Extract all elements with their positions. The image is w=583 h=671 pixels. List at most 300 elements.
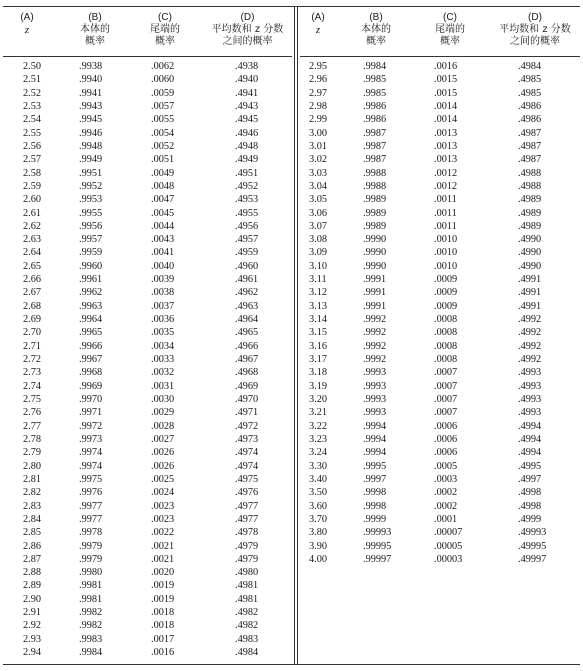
- cell-z: 2.87: [23, 553, 42, 565]
- cell-tail: .0043: [151, 234, 175, 246]
- cell-mean-to-z: .4938: [235, 61, 259, 72]
- table-row: [3, 500, 292, 513]
- cell-tail: .0051: [151, 154, 175, 166]
- cell-tail: .0002: [434, 500, 458, 512]
- cell-z: 3.24: [309, 447, 328, 459]
- cell-mean-to-z: .4994: [518, 420, 542, 432]
- table-row: [300, 433, 580, 446]
- cell-z: 3.16: [309, 340, 328, 352]
- cell-body: .9974: [79, 447, 103, 459]
- cell-tail: .0048: [151, 180, 175, 192]
- cell-mean-to-z: .4957: [235, 234, 259, 246]
- cell-body: .9993: [363, 394, 387, 405]
- cell-body: .9963: [79, 300, 103, 312]
- cell-z: 2.75: [23, 394, 42, 405]
- cell-body: .9997: [363, 473, 387, 485]
- header-col-d: (D) 平均数和 z 分数 之间的概率: [499, 12, 571, 47]
- cell-z: 2.93: [23, 633, 42, 645]
- cell-body: .9977: [79, 513, 103, 525]
- cell-z: 3.12: [309, 287, 328, 299]
- cell-tail: .0005: [434, 460, 458, 472]
- cell-mean-to-z: .4985: [518, 87, 542, 99]
- cell-tail: .0010: [434, 247, 458, 259]
- cell-mean-to-z: .4987: [518, 140, 542, 152]
- table-row: [3, 340, 292, 353]
- cell-mean-to-z: .4969: [235, 380, 259, 392]
- table-row: [3, 286, 292, 299]
- cell-z: 2.64: [23, 247, 42, 259]
- cell-z: 3.13: [309, 300, 328, 312]
- cell-mean-to-z: .4989: [518, 207, 542, 219]
- cell-tail: .0012: [434, 180, 458, 192]
- cell-mean-to-z: .4990: [518, 260, 542, 272]
- table-row: [3, 420, 292, 433]
- cell-z: 3.06: [309, 207, 328, 219]
- cell-tail: .0057: [151, 100, 175, 112]
- table-row: [3, 353, 292, 366]
- table-row: [300, 127, 580, 140]
- table-row: [3, 140, 292, 153]
- table-row: [300, 313, 580, 326]
- table-row: [300, 113, 580, 126]
- cell-body: .9988: [363, 167, 387, 179]
- cell-tail: .0008: [434, 327, 458, 339]
- cell-z: 2.90: [23, 593, 42, 605]
- cell-tail: .0023: [151, 513, 175, 525]
- cell-z: 2.92: [23, 620, 42, 632]
- cell-body: .99993: [363, 527, 392, 539]
- cell-tail: .0025: [151, 473, 175, 485]
- cell-mean-to-z: .4966: [235, 340, 259, 352]
- cell-body: .9982: [79, 607, 103, 619]
- cell-z: 3.14: [309, 314, 328, 326]
- cell-tail: .0015: [434, 74, 458, 86]
- cell-z: 2.94: [23, 647, 42, 659]
- table-row: [3, 153, 292, 166]
- cell-body: .9971: [79, 407, 103, 419]
- cell-body: .99995: [363, 540, 392, 552]
- cell-mean-to-z: .4971: [235, 407, 259, 419]
- table-row: [3, 220, 292, 233]
- cell-z: 3.15: [309, 327, 328, 339]
- cell-body: .9977: [79, 500, 103, 512]
- cell-mean-to-z: .4992: [518, 340, 542, 352]
- cell-body: .9998: [363, 487, 387, 499]
- table-row: [3, 246, 292, 259]
- cell-tail: .0047: [151, 194, 175, 206]
- cell-body: .9938: [79, 61, 103, 72]
- table-row: [300, 406, 580, 419]
- cell-tail: .0023: [151, 500, 175, 512]
- cell-body: .9987: [363, 127, 387, 139]
- cell-body: .9943: [79, 100, 103, 112]
- cell-z: 2.98: [309, 100, 328, 112]
- cell-tail: .0011: [434, 207, 457, 219]
- cell-body: .9990: [363, 247, 387, 259]
- cell-tail: .0013: [434, 127, 458, 139]
- table-row: [3, 619, 292, 632]
- cell-mean-to-z: .4987: [518, 154, 542, 166]
- header-col-b: (B) 本体的 概率: [361, 12, 391, 47]
- cell-body: .9967: [79, 354, 103, 366]
- cell-body: .9974: [79, 460, 103, 472]
- cell-mean-to-z: .4988: [518, 167, 542, 179]
- cell-z: 4.00: [309, 553, 328, 565]
- cell-mean-to-z: .4943: [235, 100, 259, 112]
- left-panel: [3, 6, 292, 664]
- cell-tail: .0060: [151, 74, 175, 86]
- cell-body: .9969: [79, 380, 103, 392]
- cell-mean-to-z: .4991: [518, 300, 542, 312]
- cell-z: 3.23: [309, 433, 328, 445]
- cell-z: 3.22: [309, 420, 328, 432]
- cell-body: .9972: [79, 420, 103, 432]
- cell-z: 3.21: [309, 407, 328, 419]
- cell-body: .9983: [79, 633, 103, 645]
- table-row: [3, 513, 292, 526]
- cell-body: .9981: [79, 593, 103, 605]
- cell-z: 2.53: [23, 100, 42, 112]
- table-row: [300, 486, 580, 499]
- cell-mean-to-z: .4989: [518, 194, 542, 206]
- cell-body: .9946: [79, 127, 103, 139]
- cell-z: 2.59: [23, 180, 42, 192]
- table-row: [300, 87, 580, 100]
- cell-tail: .0027: [151, 433, 175, 445]
- cell-tail: .0003: [434, 473, 458, 485]
- cell-body: .9995: [363, 460, 387, 472]
- cell-tail: .0045: [151, 207, 175, 219]
- cell-mean-to-z: .4961: [235, 274, 259, 286]
- cell-z: 2.52: [23, 87, 42, 99]
- cell-z: 2.67: [23, 287, 42, 299]
- cell-mean-to-z: .4940: [235, 74, 259, 86]
- table-row: [3, 300, 292, 313]
- cell-tail: .0024: [151, 487, 175, 499]
- table-row: [300, 220, 580, 233]
- table-row: [3, 127, 292, 140]
- panel-divider: [294, 6, 298, 664]
- table-row: [300, 300, 580, 313]
- table-row: [300, 286, 580, 299]
- cell-mean-to-z: .4994: [518, 447, 542, 459]
- cell-z: 3.08: [309, 234, 328, 246]
- cell-body: .9993: [363, 380, 387, 392]
- cell-body: .9975: [79, 473, 103, 485]
- cell-mean-to-z: .4978: [235, 527, 259, 539]
- table-row: [3, 473, 292, 486]
- cell-tail: .0062: [151, 61, 175, 72]
- cell-mean-to-z: .4963: [235, 300, 259, 312]
- cell-z: 3.90: [309, 540, 328, 552]
- table-row: [3, 646, 292, 659]
- cell-body: .9992: [363, 327, 387, 339]
- cell-tail: .0041: [151, 247, 175, 259]
- table-row: [300, 553, 580, 566]
- cell-z: 3.03: [309, 167, 328, 179]
- cell-mean-to-z: .4986: [518, 114, 542, 126]
- cell-mean-to-z: .4979: [235, 553, 259, 565]
- cell-mean-to-z: .4999: [518, 513, 542, 525]
- cell-mean-to-z: .4993: [518, 407, 542, 419]
- cell-tail: .0018: [151, 620, 175, 632]
- cell-tail: .0059: [151, 87, 175, 99]
- cell-mean-to-z: .4952: [235, 180, 259, 192]
- cell-mean-to-z: .4970: [235, 394, 259, 405]
- table-row: [3, 273, 292, 286]
- cell-mean-to-z: .4965: [235, 327, 259, 339]
- table-row: [300, 473, 580, 486]
- table-row: [3, 100, 292, 113]
- table-row: [300, 446, 580, 459]
- cell-z: 3.00: [309, 127, 328, 139]
- cell-tail: .0006: [434, 420, 458, 432]
- table-row: [300, 366, 580, 379]
- cell-z: 2.97: [309, 87, 328, 99]
- cell-z: 2.54: [23, 114, 42, 126]
- cell-mean-to-z: .49993: [518, 527, 547, 539]
- table-row: [300, 180, 580, 193]
- cell-mean-to-z: .4990: [518, 247, 542, 259]
- cell-mean-to-z: .4974: [235, 447, 259, 459]
- cell-tail: .0010: [434, 260, 458, 272]
- table-row: [300, 540, 580, 553]
- header-col-a: (A) z: [20, 12, 34, 36]
- cell-tail: .0031: [151, 380, 175, 392]
- cell-tail: .0013: [434, 154, 458, 166]
- table-bottom-rule: [3, 664, 580, 665]
- cell-mean-to-z: .4951: [235, 167, 259, 179]
- cell-tail: .0008: [434, 340, 458, 352]
- cell-body: .9979: [79, 553, 103, 565]
- cell-z: 2.62: [23, 220, 42, 232]
- cell-z: 3.18: [309, 367, 328, 379]
- cell-tail: .0029: [151, 407, 175, 419]
- cell-body: .9999: [363, 513, 387, 525]
- cell-body: .9998: [363, 500, 387, 512]
- table-row: [300, 246, 580, 259]
- cell-tail: .0007: [434, 380, 458, 392]
- cell-z: 3.19: [309, 380, 328, 392]
- cell-mean-to-z: .4976: [235, 487, 259, 499]
- cell-body: .9959: [79, 247, 103, 259]
- cell-tail: .0026: [151, 447, 175, 459]
- table-row: [3, 433, 292, 446]
- cell-tail: .0011: [434, 194, 457, 206]
- table-row: [300, 273, 580, 286]
- table-row: [3, 260, 292, 273]
- table-row: [3, 167, 292, 180]
- cell-mean-to-z: .4993: [518, 367, 542, 379]
- cell-tail: .0008: [434, 354, 458, 366]
- table-row: [300, 380, 580, 393]
- table-row: [3, 446, 292, 459]
- cell-mean-to-z: .4973: [235, 433, 259, 445]
- cell-mean-to-z: .4984: [235, 647, 259, 659]
- table-row: [3, 180, 292, 193]
- cell-tail: .0009: [434, 274, 458, 286]
- cell-mean-to-z: .4981: [235, 580, 259, 592]
- cell-body: .99997: [363, 553, 392, 565]
- table-row: [3, 566, 292, 579]
- cell-mean-to-z: .4959: [235, 247, 259, 259]
- cell-body: .9993: [363, 367, 387, 379]
- cell-z: 2.68: [23, 300, 42, 312]
- cell-tail: .0016: [434, 61, 458, 72]
- table-row: [3, 233, 292, 246]
- cell-tail: .0022: [151, 527, 175, 539]
- cell-mean-to-z: .4991: [518, 274, 542, 286]
- cell-body: .9956: [79, 220, 103, 232]
- cell-z: 2.55: [23, 127, 42, 139]
- cell-body: .9957: [79, 234, 103, 246]
- cell-z: 3.30: [309, 460, 328, 472]
- table-row: [300, 100, 580, 113]
- cell-tail: .0008: [434, 314, 458, 326]
- cell-z: 2.70: [23, 327, 42, 339]
- table-row: [300, 193, 580, 206]
- cell-z: 3.09: [309, 247, 328, 259]
- cell-mean-to-z: .4964: [235, 314, 259, 326]
- cell-tail: .0015: [434, 87, 458, 99]
- cell-tail: .0038: [151, 287, 175, 299]
- cell-z: 3.17: [309, 354, 328, 366]
- cell-z: 3.01: [309, 140, 328, 152]
- cell-tail: .0016: [151, 647, 175, 659]
- table-row: [3, 193, 292, 206]
- cell-mean-to-z: .4988: [518, 180, 542, 192]
- cell-tail: .0054: [151, 127, 175, 139]
- table-row: [3, 366, 292, 379]
- cell-mean-to-z: .4986: [518, 100, 542, 112]
- cell-z: 3.02: [309, 154, 328, 166]
- header-col-d: (D) 平均数和 z 分数 之间的概率: [211, 12, 284, 47]
- cell-body: .9982: [79, 620, 103, 632]
- cell-z: 2.83: [23, 500, 42, 512]
- cell-mean-to-z: .4941: [235, 87, 259, 99]
- cell-z: 3.60: [309, 500, 328, 512]
- cell-body: .9987: [363, 140, 387, 152]
- cell-mean-to-z: .4956: [235, 220, 259, 232]
- cell-z: 2.95: [309, 61, 328, 72]
- cell-z: 2.50: [23, 61, 42, 72]
- cell-body: .9984: [79, 647, 103, 659]
- table-row: [300, 60, 580, 73]
- cell-mean-to-z: .4977: [235, 500, 259, 512]
- cell-z: 2.91: [23, 607, 42, 619]
- cell-tail: .0007: [434, 367, 458, 379]
- cell-mean-to-z: .4992: [518, 314, 542, 326]
- cell-z: 2.85: [23, 527, 42, 539]
- table-row: [3, 553, 292, 566]
- table-row: [3, 633, 292, 646]
- cell-mean-to-z: .4972: [235, 420, 259, 432]
- cell-tail: .0026: [151, 460, 175, 472]
- cell-mean-to-z: .4979: [235, 540, 259, 552]
- cell-z: 3.50: [309, 487, 328, 499]
- table-row: [300, 73, 580, 86]
- cell-tail: .0049: [151, 167, 175, 179]
- cell-mean-to-z: .49995: [518, 540, 547, 552]
- cell-mean-to-z: .4998: [518, 487, 542, 499]
- cell-body: .9948: [79, 140, 103, 152]
- cell-mean-to-z: .49997: [518, 553, 547, 565]
- cell-tail: .0044: [151, 220, 175, 232]
- cell-tail: .0035: [151, 327, 175, 339]
- cell-body: .9991: [363, 287, 387, 299]
- cell-z: 3.11: [309, 274, 327, 286]
- cell-tail: .0014: [434, 100, 458, 112]
- cell-tail: .0030: [151, 394, 175, 405]
- cell-tail: .0013: [434, 140, 458, 152]
- cell-body: .9993: [363, 407, 387, 419]
- cell-tail: .0021: [151, 540, 175, 552]
- cell-mean-to-z: .4946: [235, 127, 259, 139]
- cell-mean-to-z: .4998: [518, 500, 542, 512]
- cell-z: 3.10: [309, 260, 328, 272]
- cell-mean-to-z: .4967: [235, 354, 259, 366]
- cell-z: 3.80: [309, 527, 328, 539]
- cell-mean-to-z: .4977: [235, 513, 259, 525]
- cell-z: 3.40: [309, 473, 328, 485]
- cell-z: 2.61: [23, 207, 42, 219]
- table-row: [300, 353, 580, 366]
- cell-mean-to-z: .4948: [235, 140, 259, 152]
- cell-tail: .0009: [434, 287, 458, 299]
- cell-mean-to-z: .4962: [235, 287, 259, 299]
- table-row: [300, 513, 580, 526]
- cell-z: 2.51: [23, 74, 42, 86]
- cell-tail: .0032: [151, 367, 175, 379]
- table-row: [3, 393, 292, 406]
- cell-body: .9973: [79, 433, 103, 445]
- header-rule: [3, 56, 292, 57]
- cell-tail: .0037: [151, 300, 175, 312]
- cell-tail: .0012: [434, 167, 458, 179]
- cell-z: 3.05: [309, 194, 328, 206]
- cell-tail: .0007: [434, 394, 458, 405]
- cell-tail: .0014: [434, 114, 458, 126]
- cell-mean-to-z: .4949: [235, 154, 259, 166]
- cell-z: 2.80: [23, 460, 42, 472]
- cell-tail: .0001: [434, 513, 458, 525]
- cell-body: .9978: [79, 527, 103, 539]
- cell-tail: .0010: [434, 234, 458, 246]
- cell-z: 3.20: [309, 394, 328, 405]
- table-row: [3, 313, 292, 326]
- cell-body: .9989: [363, 207, 387, 219]
- cell-z: 2.72: [23, 354, 42, 366]
- cell-mean-to-z: .4985: [518, 74, 542, 86]
- cell-mean-to-z: .4982: [235, 620, 259, 632]
- cell-z: 2.96: [309, 74, 328, 86]
- table-row: [3, 593, 292, 606]
- cell-tail: .0019: [151, 593, 175, 605]
- cell-tail: .00007: [434, 527, 463, 539]
- cell-z: 2.56: [23, 140, 42, 152]
- cell-tail: .0017: [151, 633, 175, 645]
- header-col-b: (B) 本体的 概率: [80, 12, 110, 47]
- cell-z: 2.86: [23, 540, 42, 552]
- cell-z: 2.82: [23, 487, 42, 499]
- cell-body: .9940: [79, 74, 103, 86]
- cell-tail: .0034: [151, 340, 175, 352]
- cell-body: .9986: [363, 114, 387, 126]
- cell-tail: .0002: [434, 487, 458, 499]
- cell-mean-to-z: .4992: [518, 327, 542, 339]
- cell-body: .9991: [363, 300, 387, 312]
- cell-mean-to-z: .4953: [235, 194, 259, 206]
